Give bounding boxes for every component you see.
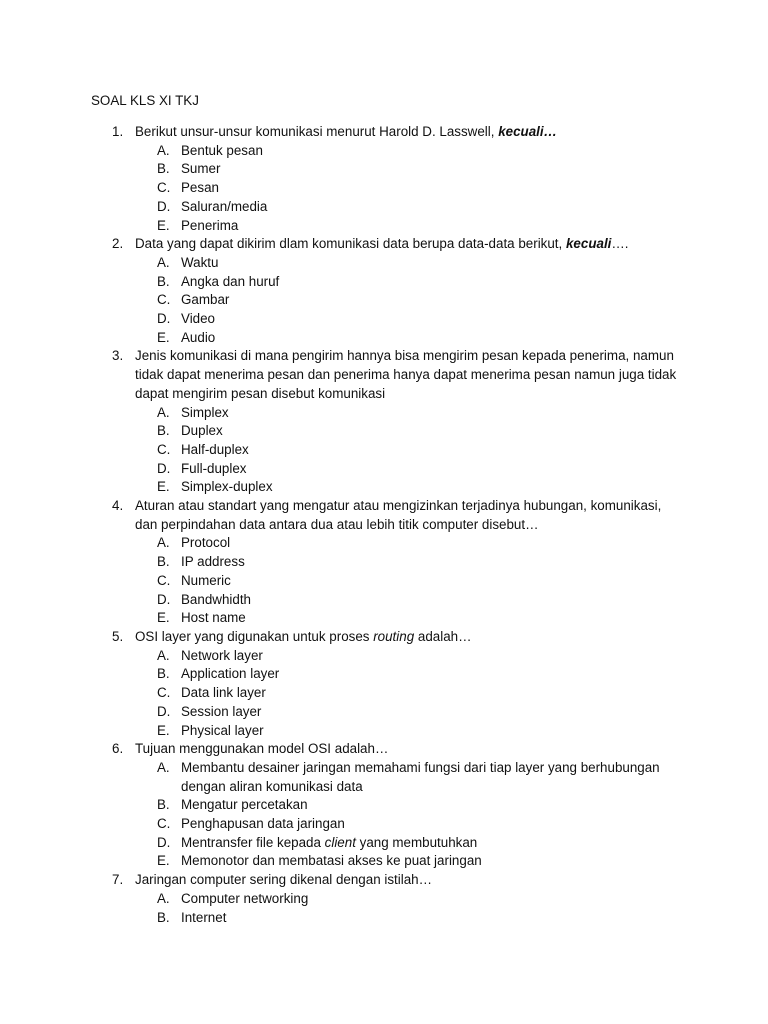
option-text: Computer networking: [181, 890, 309, 906]
question-number: 7.: [112, 872, 124, 888]
text-run: Jaringan computer sering dikenal dengan istilah…: [135, 872, 433, 888]
answer-option: [0, 890, 768, 909]
option-letter: C.: [157, 292, 171, 308]
answer-option: [0, 441, 768, 460]
text-run: Memonotor dan membatasi akses ke puat jaringan: [181, 853, 482, 869]
question-number: 3.: [112, 348, 124, 364]
answer-option: [0, 852, 768, 871]
answer-option: [0, 591, 768, 610]
question-number: 6.: [112, 741, 124, 757]
answer-option: [0, 572, 768, 591]
question-item: [0, 123, 768, 235]
option-letter: B.: [157, 666, 170, 682]
answer-option: [0, 310, 768, 329]
text-run: Berikut unsur-unsur komunikasi menurut Harold D. Lasswell,: [135, 124, 499, 139]
question-item: [0, 740, 768, 871]
option-text: Simplex-duplex: [181, 479, 273, 495]
option-letter: E.: [157, 479, 170, 495]
question-item: [0, 871, 768, 927]
answer-option: [0, 834, 768, 853]
answer-option: [0, 553, 768, 572]
text-run: Data yang dapat dikirim dlam komunikasi data berupa data-data berikut,: [135, 236, 566, 252]
answer-option: [0, 722, 768, 741]
option-letter: E.: [157, 853, 170, 869]
option-letter: B.: [157, 554, 170, 570]
answer-option: [0, 142, 768, 161]
text-run: kecuali…: [498, 124, 557, 139]
option-text: Audio: [181, 329, 216, 345]
text-run: Membantu desainer jaringan memahami fungsi dari tiap layer yang berhubungan dengan aliran komunikasi data: [181, 759, 660, 794]
option-list: [0, 647, 768, 741]
option-text: Data link layer: [181, 685, 266, 701]
answer-option: [0, 329, 768, 348]
option-letter: B.: [157, 161, 170, 177]
option-letter: B.: [157, 273, 170, 289]
option-list: [0, 142, 768, 236]
answer-option: [0, 273, 768, 292]
answer-option: [0, 647, 768, 666]
option-text: [181, 852, 706, 871]
answer-option: [0, 254, 768, 273]
text-run: adalah…: [414, 628, 472, 644]
option-text: Full-duplex: [181, 460, 247, 476]
question-number: 1.: [112, 124, 124, 139]
option-list: [0, 254, 768, 348]
option-letter: A.: [157, 404, 170, 420]
option-letter: E.: [157, 329, 170, 345]
text-run: kecuali: [565, 236, 612, 252]
option-letter: E.: [157, 722, 170, 738]
answer-option: [0, 404, 768, 423]
option-text: Saluran/media: [181, 198, 268, 214]
option-text: Numeric: [181, 572, 231, 588]
option-letter: E.: [157, 610, 170, 626]
question-list: [0, 123, 768, 927]
option-letter: C.: [157, 441, 171, 457]
option-text: Session layer: [181, 703, 262, 719]
option-letter: A.: [157, 647, 170, 663]
option-letter: A.: [157, 759, 170, 775]
option-letter: A.: [157, 890, 170, 906]
option-letter: A.: [157, 142, 170, 158]
text-run: Aturan atau standart yang mengatur atau mengizinkan terjadinya hubungan, komunikasi, dan perpindahan data antara dua atau lebih titik computer disebut…: [135, 498, 662, 532]
option-text: Application layer: [181, 666, 280, 682]
text-run: routing: [373, 628, 415, 644]
answer-option: [0, 609, 768, 628]
question-text: [135, 871, 680, 890]
answer-option: [0, 759, 768, 796]
option-letter: C.: [157, 572, 171, 588]
text-run: yang membutuhkan: [355, 834, 478, 850]
option-list: [0, 890, 768, 927]
option-letter: B.: [157, 797, 170, 813]
option-text: [181, 796, 706, 815]
question-item: [0, 235, 768, 347]
option-letter: B.: [157, 423, 170, 439]
option-text: [181, 834, 706, 853]
option-letter: D.: [157, 198, 171, 214]
option-text: Video: [181, 311, 216, 327]
option-text: Gambar: [181, 292, 230, 308]
question-text: [135, 123, 680, 142]
option-text: Pesan: [181, 180, 219, 196]
option-letter: C.: [157, 685, 171, 701]
text-run: OSI layer yang digunakan untuk proses: [135, 628, 374, 644]
text-run: Mentransfer file kepada: [181, 834, 325, 850]
text-run: Tujuan menggunakan model OSI adalah…: [135, 741, 389, 757]
text-run: client: [324, 834, 356, 850]
option-letter: C.: [157, 180, 171, 196]
option-letter: B.: [157, 909, 170, 925]
option-letter: A.: [157, 535, 170, 551]
option-text: Internet: [181, 909, 227, 925]
question-number: 4.: [112, 498, 124, 514]
question-item: [0, 628, 768, 740]
answer-option: [0, 665, 768, 684]
answer-option: [0, 217, 768, 236]
answer-option: [0, 198, 768, 217]
question-item: [0, 497, 768, 628]
option-text: Simplex: [181, 404, 229, 420]
option-list: [0, 534, 768, 628]
text-run: Mengatur percetakan: [181, 797, 308, 813]
question-text: [135, 497, 680, 534]
option-text: IP address: [181, 554, 245, 570]
question-number: 5.: [112, 628, 124, 644]
option-letter: D.: [157, 834, 171, 850]
question-text: [135, 235, 680, 254]
option-text: Bandwhidth: [181, 591, 251, 607]
option-text: Sumer: [181, 161, 221, 177]
option-letter: D.: [157, 591, 171, 607]
answer-option: [0, 815, 768, 834]
question-text: [135, 347, 680, 403]
answer-option: [0, 460, 768, 479]
answer-option: [0, 909, 768, 928]
option-letter: E.: [157, 217, 170, 233]
text-run: Penghapusan data jaringan: [181, 816, 345, 832]
answer-option: [0, 478, 768, 497]
option-text: Physical layer: [181, 722, 264, 738]
answer-option: [0, 422, 768, 441]
option-list: [0, 404, 768, 498]
text-run: ….: [611, 236, 629, 252]
answer-option: [0, 534, 768, 553]
option-letter: D.: [157, 703, 171, 719]
answer-option: [0, 179, 768, 198]
question-item: [0, 347, 768, 497]
option-letter: D.: [157, 311, 171, 327]
option-text: Network layer: [181, 647, 263, 663]
option-list: [0, 759, 768, 871]
option-text: [181, 815, 706, 834]
option-text: Penerima: [181, 217, 239, 233]
answer-option: [0, 291, 768, 310]
option-text: Duplex: [181, 423, 223, 439]
option-text: [181, 759, 706, 796]
option-text: Bentuk pesan: [181, 142, 263, 158]
option-text: Waktu: [181, 254, 219, 270]
option-letter: A.: [157, 254, 170, 270]
answer-option: [0, 684, 768, 703]
answer-option: [0, 160, 768, 179]
question-text: [135, 740, 680, 759]
question-number: 2.: [112, 236, 124, 252]
option-letter: D.: [157, 460, 171, 476]
option-letter: C.: [157, 816, 171, 832]
option-text: Angka dan huruf: [181, 273, 280, 289]
option-text: Half-duplex: [181, 441, 249, 457]
text-run: Jenis komunikasi di mana pengirim hannya bisa mengirim pesan kepada penerima, namun tidak dapat menerima pesan dan penerima hanya dapat menerima pesan namun juga tidak dapat mengirim pesan disebut komunikasi: [135, 348, 677, 401]
question-text: [135, 628, 680, 647]
answer-option: [0, 703, 768, 722]
option-text: Host name: [181, 610, 246, 626]
option-text: Protocol: [181, 535, 231, 551]
document-title: SOAL KLS XI TKJ: [91, 93, 199, 108]
answer-option: [0, 796, 768, 815]
